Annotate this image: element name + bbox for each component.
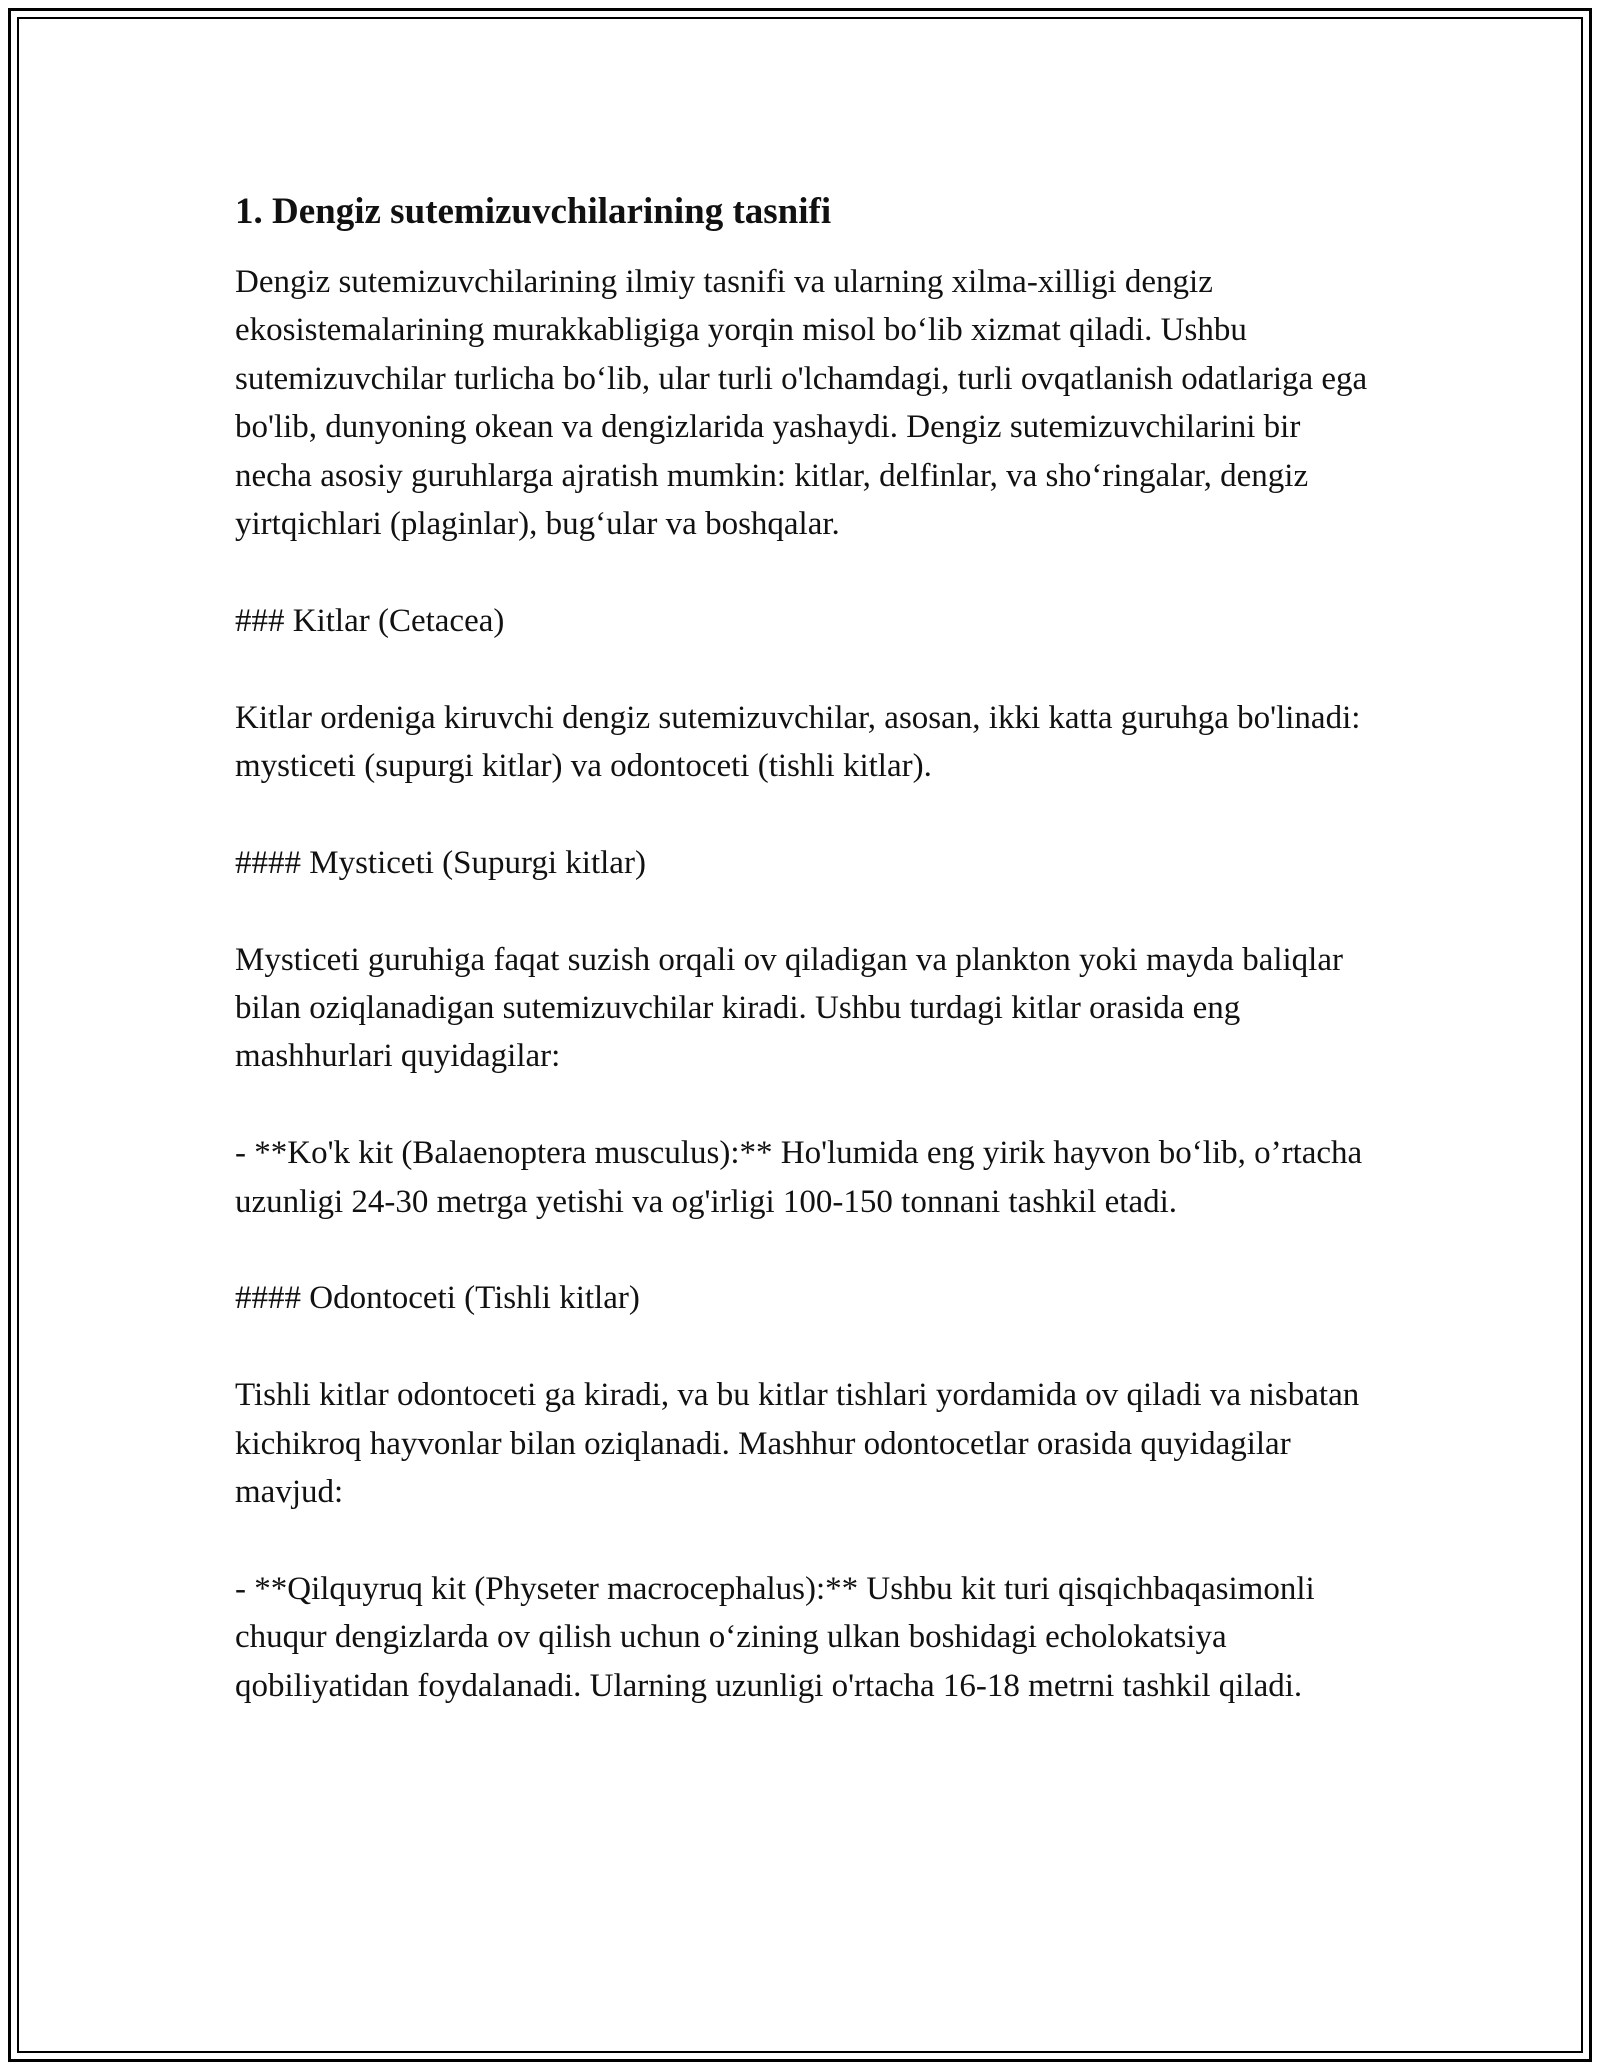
- odontoceti-paragraph: Tishli kitlar odontoceti ga kiradi, va bu kitlar tishlari yordamida ov qiladi va nisbatan kichikroq hayvonlar bilan oziqlanadi. Mashhur odontocetlar orasida quyidagilar mavjud:: [235, 1377, 1360, 1511]
- subheading-kitlar: ### Kitlar (Cetacea): [235, 602, 505, 639]
- subheading-mysticeti: #### Mysticeti (Supurgi kitlar): [235, 844, 646, 881]
- kitlar-paragraph: Kitlar ordeniga kiruvchi dengiz sutemizuvchilar, asosan, ikki katta guruhga bo'linadi: mysticeti (supurgi kitlar) va odontoceti (tishli kitlar).: [235, 699, 1361, 785]
- document-body: [235, 188, 1375, 1710]
- mysticeti-paragraph: Mysticeti guruhiga faqat suzish orqali ov qiladigan va plankton yoki mayda baliqlar bilan oziqlanadigan sutemizuvchilar kiradi. Ushbu turdagi kitlar orasida eng mashhurlari quyidagilar:: [235, 941, 1343, 1075]
- list-item-qilquyruq-kit: - **Qilquyruq kit (Physeter macrocephalus):** Ushbu kit turi qisqichbaqasimonli chuqur dengizlarda ov qilish uchun o‘zining ulkan boshidagi echolokatsiya qobiliyatidan foydalanadi. Ularning uzunligi o'rtacha 16-18 metrni tashkil qiladi.: [235, 1570, 1315, 1704]
- section-heading: 1. Dengiz sutemizuvchilarining tasnifi: [235, 191, 832, 232]
- list-item-kok-kit: - **Ko'k kit (Balaenoptera musculus):** Ho'lumida eng yirik hayvon bo‘lib, o’rtacha uzunligi 24-30 metrga yetishi va og'irligi 100-150 tonnani tashkil etadi.: [235, 1135, 1363, 1220]
- subheading-odontoceti: #### Odontoceti (Tishli kitlar): [235, 1280, 640, 1317]
- intro-paragraph: Dengiz sutemizuvchilarining ilmiy tasnifi va ularning xilma-xilligi dengiz ekosistemalarining murakkabligiga yorqin misol bo‘lib xizmat qiladi. Ushbu sutemizuvchilar turlicha bo‘lib, ular turli o'lchamdagi, turli ovqatlanish odatlariga ega bo'lib, dunyoning okean va dengizlarida yashaydi. Dengiz sutemizuvchilarini bir necha asosiy guruhlarga ajratish mumkin: kitlar, delfinlar, va sho‘ringalar, dengiz yirtqichlari (plaginlar), bug‘ular va boshqalar.: [235, 264, 1368, 543]
